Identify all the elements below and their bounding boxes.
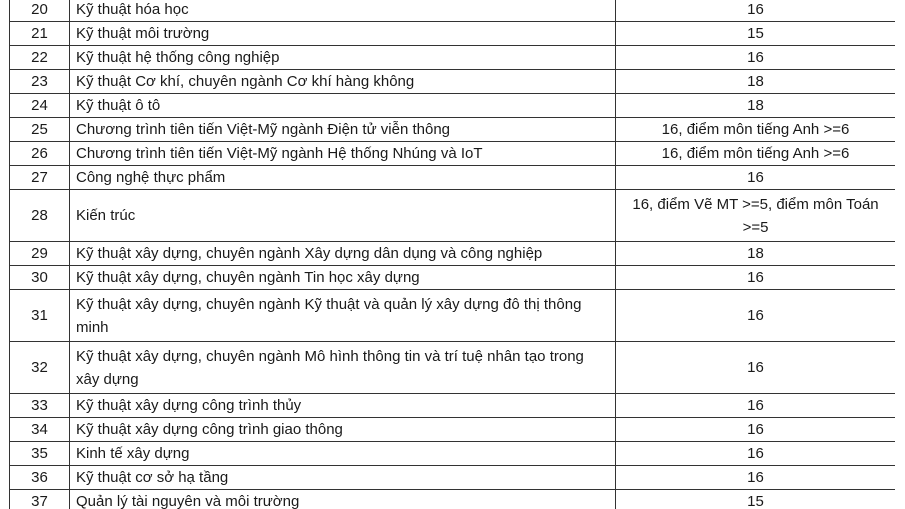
program-name-cell: Kiến trúc: [70, 190, 616, 242]
table-row: [10, 166, 896, 190]
min-score-cell: 16: [616, 266, 896, 290]
row-number-cell: 35: [10, 442, 70, 466]
table-row: [10, 94, 896, 118]
table-row: [10, 0, 896, 22]
program-name-cell: Kỹ thuật Cơ khí, chuyên ngành Cơ khí hàng không: [70, 70, 616, 94]
min-score-cell: 18: [616, 242, 896, 266]
row-number-cell: 22: [10, 46, 70, 70]
table-row: [10, 466, 896, 490]
row-number-cell: 28: [10, 190, 70, 242]
table-row: [10, 266, 896, 290]
row-number-cell: 29: [10, 242, 70, 266]
min-score-cell: 16: [616, 46, 896, 70]
table-row: [10, 418, 896, 442]
min-score-cell: 16: [616, 418, 896, 442]
min-score-cell: 16, điểm môn tiếng Anh >=6: [616, 118, 896, 142]
program-name-cell: Kỹ thuật xây dựng, chuyên ngành Xây dựng dân dụng và công nghiệp: [70, 242, 616, 266]
min-score-cell: 16: [616, 290, 896, 342]
row-number-cell: 20: [10, 0, 70, 22]
table-body: [10, 0, 896, 509]
min-score-cell: 15: [616, 490, 896, 509]
program-name-cell: Quản lý tài nguyên và môi trường: [70, 490, 616, 509]
table-row: [10, 242, 896, 266]
min-score-cell: 16: [616, 466, 896, 490]
row-number-cell: 24: [10, 94, 70, 118]
program-name-cell: Kỹ thuật môi trường: [70, 22, 616, 46]
min-score-cell: 16, điểm Vẽ MT >=5, điểm môn Toán >=5: [616, 190, 896, 242]
table-row: [10, 342, 896, 394]
table-row: [10, 290, 896, 342]
program-name-cell: Kỹ thuật xây dựng công trình giao thông: [70, 418, 616, 442]
program-name-cell: Kỹ thuật xây dựng, chuyên ngành Kỹ thuật và quản lý xây dựng đô thị thông minh: [70, 290, 616, 342]
table-row: [10, 142, 896, 166]
min-score-cell: 18: [616, 70, 896, 94]
program-name-cell: Kỹ thuật hệ thống công nghiệp: [70, 46, 616, 70]
row-number-cell: 26: [10, 142, 70, 166]
table-row: [10, 70, 896, 94]
program-name-cell: Kỹ thuật xây dựng, chuyên ngành Mô hình thông tin và trí tuệ nhân tạo trong xây dựng: [70, 342, 616, 394]
row-number-cell: 23: [10, 70, 70, 94]
table-row: [10, 190, 896, 242]
table-row: [10, 442, 896, 466]
min-score-cell: 18: [616, 94, 896, 118]
min-score-cell: 16, điểm môn tiếng Anh >=6: [616, 142, 896, 166]
row-number-cell: 31: [10, 290, 70, 342]
row-number-cell: 37: [10, 490, 70, 509]
admission-score-table-container: [9, 0, 895, 509]
row-number-cell: 34: [10, 418, 70, 442]
row-number-cell: 33: [10, 394, 70, 418]
program-name-cell: Chương trình tiên tiến Việt-Mỹ ngành Hệ thống Nhúng và IoT: [70, 142, 616, 166]
table-row: [10, 22, 896, 46]
min-score-cell: 16: [616, 342, 896, 394]
row-number-cell: 32: [10, 342, 70, 394]
program-name-cell: Kỹ thuật ô tô: [70, 94, 616, 118]
row-number-cell: 30: [10, 266, 70, 290]
min-score-cell: 16: [616, 166, 896, 190]
row-number-cell: 21: [10, 22, 70, 46]
min-score-cell: 16: [616, 0, 896, 22]
admission-score-table: [9, 0, 896, 509]
table-row: [10, 490, 896, 509]
program-name-cell: Kỹ thuật cơ sở hạ tầng: [70, 466, 616, 490]
program-name-cell: Kinh tế xây dựng: [70, 442, 616, 466]
row-number-cell: 36: [10, 466, 70, 490]
table-row: [10, 118, 896, 142]
row-number-cell: 27: [10, 166, 70, 190]
table-row: [10, 46, 896, 70]
program-name-cell: Kỹ thuật xây dựng công trình thủy: [70, 394, 616, 418]
right-margin: [895, 0, 905, 509]
program-name-cell: Kỹ thuật hóa học: [70, 0, 616, 22]
min-score-cell: 16: [616, 394, 896, 418]
min-score-cell: 16: [616, 442, 896, 466]
row-number-cell: 25: [10, 118, 70, 142]
program-name-cell: Kỹ thuật xây dựng, chuyên ngành Tin học xây dựng: [70, 266, 616, 290]
program-name-cell: Công nghệ thực phẩm: [70, 166, 616, 190]
table-row: [10, 394, 896, 418]
min-score-cell: 15: [616, 22, 896, 46]
program-name-cell: Chương trình tiên tiến Việt-Mỹ ngành Điện tử viễn thông: [70, 118, 616, 142]
